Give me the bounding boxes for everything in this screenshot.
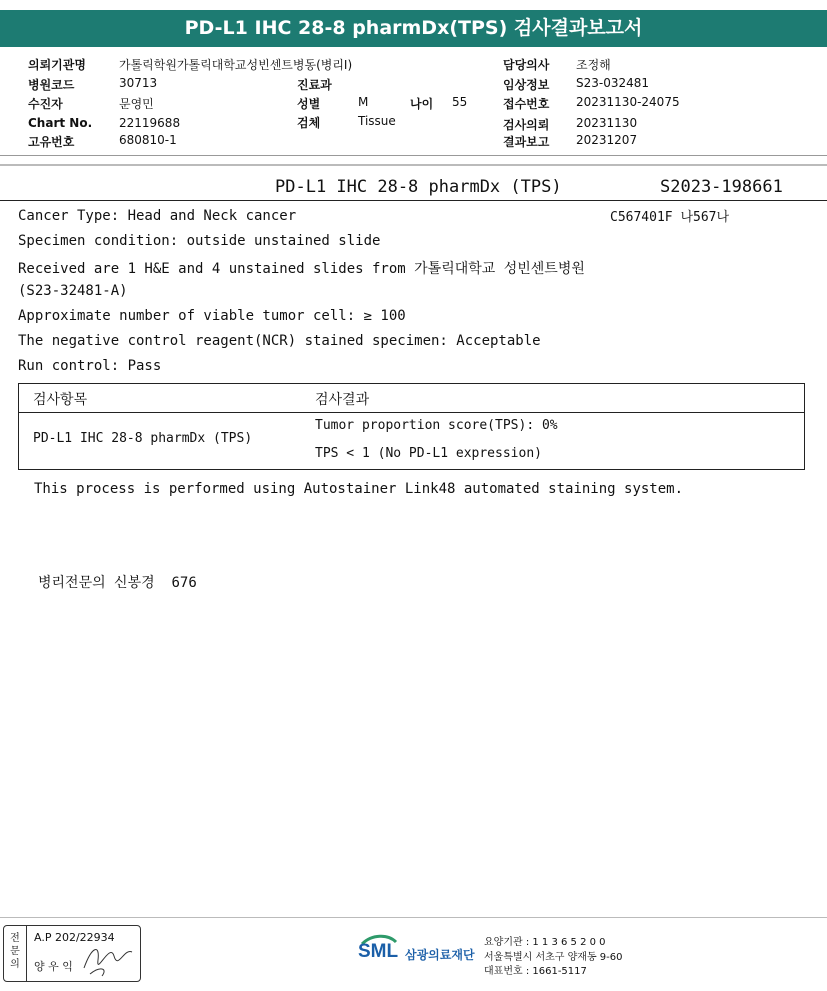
footer-divider [0,917,827,918]
foundation-name: 삼광의료재단 [405,948,475,962]
specialist-stamp [3,925,141,982]
patient-label: 수진자 [28,97,63,111]
unique-id-label: 고유번호 [28,135,75,149]
result-table [18,383,805,470]
age-label: 나이 [410,97,434,111]
header-divider [0,155,827,156]
test-result-header: 검사결과 [315,392,370,408]
hospital-code-value: 30713 [119,76,158,90]
request-date-value: 20231130 [576,116,638,130]
phone-number: 대표번호 : 1661-5117 [484,966,587,977]
handwritten-signature-icon [80,938,138,978]
report-title: PD-L1 IHC 28-8 pharmDx (TPS) [275,177,562,197]
address: 서울특별시 서초구 양재동 9-60 [484,952,623,963]
receipt-no-value: 20231130-24075 [576,95,680,109]
doctor-value: 조정해 [576,58,611,72]
tps-interpretation: TPS < 1 (No PD-L1 expression) [315,446,542,461]
specialist-stamp-side [4,926,27,981]
tumor-cell-line: Approximate number of viable tumor cell: ≥ 100 [18,308,406,324]
age-value: 55 [452,95,468,109]
title-underline [0,200,827,201]
chart-no-label: Chart No. [28,116,93,130]
report-date-label: 결과보고 [503,135,550,149]
receipt-no-label: 접수번호 [503,97,550,111]
pathologist-signature: 병리전문의 신봉경 676 [38,575,197,591]
test-item-name: PD-L1 IHC 28-8 pharmDx (TPS) [33,431,253,446]
received-slides-line: Received are 1 H&E and 4 unstained slides from 가톨릭대학교 성빈센트병원 [18,261,585,277]
stamp-name: 양 우 익 [34,960,73,973]
header-divider-thick [0,164,827,166]
stamp-accession: A.P 202/22934 [34,931,115,944]
negative-control-line: The negative control reagent(NCR) stained specimen: Acceptable [18,333,541,349]
department-label: 진료과 [297,78,332,92]
specimen-condition-line: Specimen condition: outside unstained slide [18,233,381,249]
report-banner-title: PD-L1 IHC 28-8 pharmDx(TPS) 검사결과보고서 [0,10,827,47]
specimen-value: Tissue [358,114,396,128]
clinical-info-label: 임상정보 [503,78,550,92]
process-note: This process is performed using Autostainer Link48 automated staining system. [34,481,684,497]
case-number: S2023-198661 [660,177,783,197]
unique-id-value: 680810-1 [119,133,177,147]
provider-code: 요양기관 : 1 1 3 6 5 2 0 0 [484,937,606,948]
cancer-type-line: Cancer Type: Head and Neck cancer [18,208,297,224]
tps-score: Tumor proportion score(TPS): 0% [315,418,558,433]
sml-logo-text: SML [358,941,399,962]
specimen-label: 검체 [297,116,321,130]
run-control-line: Run control: Pass [18,358,162,374]
institution-label: 의뢰기관명 [28,58,86,72]
specialist-side-label: 전문의 [10,933,20,970]
doctor-label: 담당의사 [503,58,550,72]
hospital-code-label: 병원코드 [28,78,75,92]
sex-label: 성별 [297,97,321,111]
patient-value: 문영민 [119,97,154,111]
block-id: C567401F 나567나 [610,210,730,225]
test-item-header: 검사항목 [33,392,88,408]
request-date-label: 검사의뢰 [503,118,550,132]
report-date-value: 20231207 [576,133,638,147]
slide-id-line: (S23-32481-A) [18,283,128,299]
clinical-info-value: S23-032481 [576,76,650,90]
result-table-header [19,384,804,413]
sex-value: M [358,95,369,109]
chart-no-value: 22119688 [119,116,181,130]
institution-value: 가톨릭학원가톨릭대학교성빈센트병동(병리Ⅰ) [119,58,353,72]
